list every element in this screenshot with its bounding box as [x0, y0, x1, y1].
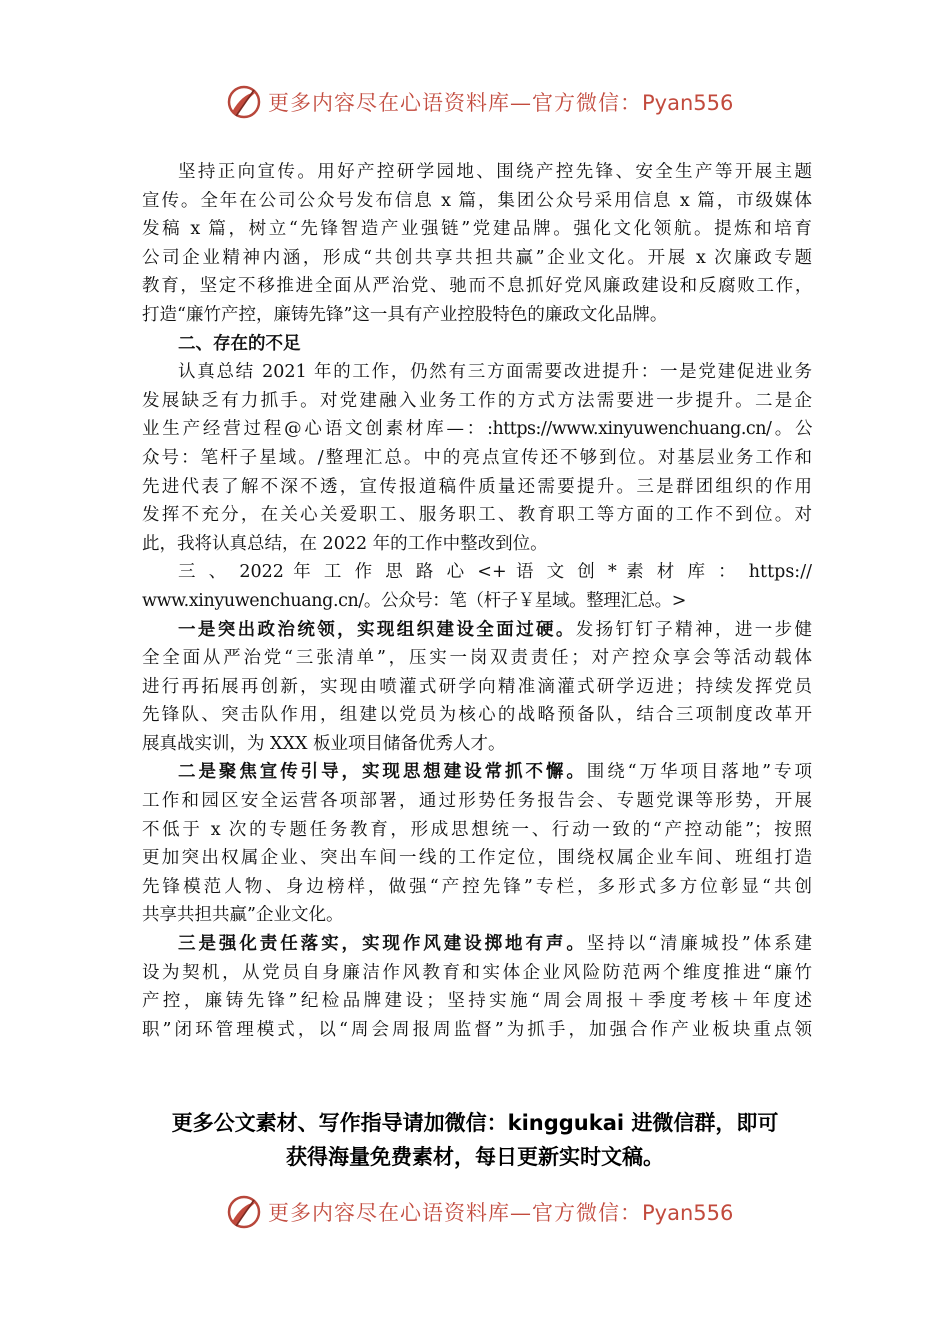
item2-line: 工作和园区安全运营各项部署，通过形势任务报告会、专题党课等形势，开展: [142, 791, 812, 812]
brand-logo-icon: [224, 1192, 264, 1232]
p1-line: 教育，坚定不移推进全面从严治党、驰而不息抓好党风廉政建设和反腐败工作，: [142, 276, 812, 297]
footer-brand-wechat: Pyan556: [642, 1201, 734, 1225]
header-brand-text: [268, 87, 733, 117]
item1-lead: 一是突出政治统领，实现组织建设全面过硬。: [178, 619, 576, 640]
header-brand-label: 更多内容尽在心语资料库—官方微信：: [268, 91, 642, 115]
item2-lead-rest: 围绕“万华项目落地”专项: [586, 762, 812, 783]
item2-lead: 二是聚焦宣传引导，实现思想建设常抓不懈。: [178, 762, 587, 783]
section-heading-3-cont: www.xinyuwenchuang.cn/。公众号：笔（杆子￥星域。整理汇总。>: [142, 590, 686, 611]
p2-line: 众号：笔杆子星域。/整理汇总。中的亮点宣传还不够到位。对基层业务工作和: [142, 447, 812, 468]
p1-line: 坚持正向宣传。用好产控研学园地、围绕产控先锋、安全生产等开展主题: [178, 162, 812, 182]
p2-line: 此，我将认真总结，在 2022 年的工作中整改到位。: [142, 533, 548, 554]
item3-lead-rest: 坚持以“清廉城投”体系建: [586, 934, 812, 955]
footer-brand-label: 更多内容尽在心语资料库—官方微信：: [268, 1201, 642, 1225]
item3-first-line: [142, 930, 812, 959]
item3-line: 职”闭环管理模式，以“周会周报周监督”为抓手，加强合作产业板块重点领: [142, 1019, 812, 1040]
item1-line: 先锋队、突击队作用，组建以党员为核心的战略预备队，结合三项制度改革开: [142, 705, 812, 726]
item1-first-line: [142, 616, 812, 645]
item3-line: 产控，廉铸先锋”纪检品牌建设；坚持实施“周会周报＋季度考核＋年度述: [142, 991, 812, 1012]
item2-line: 更加突出权属企业、突出车间一线的工作定位，围绕权属企业车间、班组打造: [142, 848, 812, 869]
section-heading-2: 二、存在的不足: [178, 333, 301, 354]
p2-line: 先进代表了解不深不透，宣传报道稿件质量还需要提升。三是群团组织的作用: [142, 476, 812, 497]
header-brand-wechat: Pyan556: [642, 91, 734, 115]
footer-brand-inner: [224, 1190, 733, 1234]
item1-line: 展真战实训，为 XXX 板业项目储备优秀人才。: [142, 733, 506, 754]
promo-block: [0, 1106, 950, 1174]
footer-brand: [0, 1190, 950, 1234]
document-body: [142, 158, 812, 1044]
promo-line-1: 更多公文素材、写作指导请加微信：kinggukai 进微信群，即可: [171, 1111, 779, 1135]
item3-lead: 三是强化责任落实，实现作风建设掷地有声。: [178, 934, 587, 955]
promo-line-2: 获得海量免费素材，每日更新实时文稿。: [286, 1145, 664, 1169]
item1-lead-rest: 发扬钉钉子精神，进一步健: [575, 619, 812, 640]
p2-line: 发挥不充分，在关心关爱职工、服务职工、教育职工等方面的工作不到位。对: [142, 505, 812, 526]
p1-line: 发稿 x 篇，树立“先锋智造产业强链”党建品牌。强化文化领航。提炼和培育: [142, 219, 812, 240]
item2-line: 先锋模范人物、身边榜样，做强“产控先锋”专栏，多形式多方位彰显“共创: [142, 876, 812, 897]
p2-line: 发展缺乏有力抓手。对党建融入业务工作的方式方法需要进一步提升。二是企: [142, 390, 812, 411]
item1-line: 全全面从严治党“三张清单”，压实一岗双责责任；对产控众享会等活动载体: [142, 648, 812, 669]
header-brand-inner: [224, 80, 733, 124]
item2-line: 不低于 x 次的专题任务教育，形成思想统一、行动一致的“产控动能”；按照: [142, 819, 812, 840]
p1-line: 公司企业精神内涵，形成“共创共享共担共赢”企业文化。开展 x 次廉政专题: [142, 247, 812, 268]
brand-logo-icon: [224, 82, 264, 122]
item2-line: 共享共担共赢”企业文化。: [142, 905, 344, 926]
item1-line: 进行再拓展再创新，实现由喷灌式研学向精准滴灌式研学迈进；持续发挥党员: [142, 676, 812, 697]
item2-first-line: [142, 758, 812, 787]
p1-line: 打造“廉竹产控，廉铸先锋”这一具有产业控股特色的廉政文化品牌。: [142, 304, 668, 325]
item3-line: 设为契机，从党员自身廉洁作风教育和实体企业风险防范两个维度推进“廉竹: [142, 962, 812, 983]
section-heading-3: 三 、 2022 年 工 作 思 路 心 <+ 语 文 创 * 素 材 库 ： https://: [178, 562, 812, 583]
p2-line: 认真总结 2021 年的工作，仍然有三方面需要改进提升：一是党建促进业务: [178, 362, 812, 383]
p2-line: 业生产经营过程@心语文创素材库—：:https://www.xinyuwenchuang.cn/。公: [142, 419, 812, 440]
header-brand: [0, 80, 950, 124]
p1-line: 宣传。全年在公司公众号发布信息 x 篇，集团公众号采用信息 x 篇，市级媒体: [142, 190, 812, 211]
footer-brand-text: [268, 1197, 733, 1227]
